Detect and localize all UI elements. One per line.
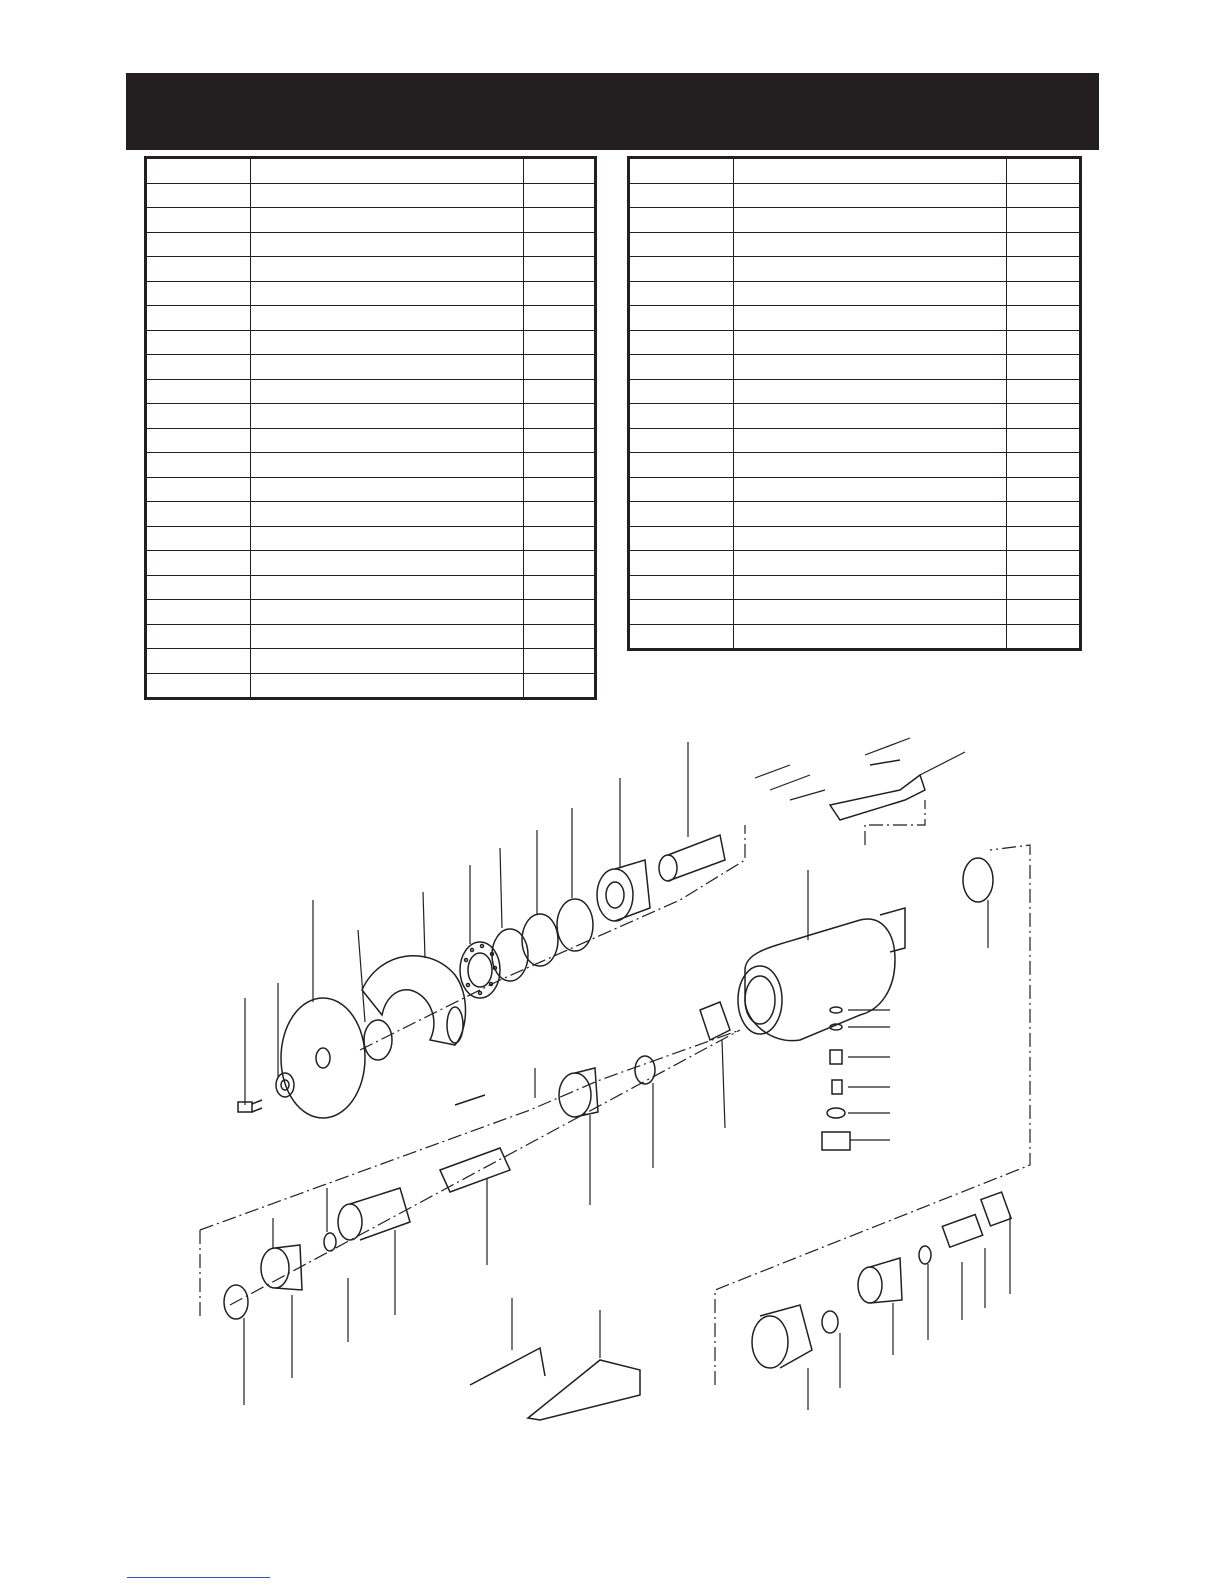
right-table-cell xyxy=(629,257,734,282)
left-table-row xyxy=(146,379,596,404)
exhaust-cover-part xyxy=(752,1305,812,1368)
right-table-row xyxy=(629,355,1081,380)
left-table-cell xyxy=(146,477,251,502)
left-table-cell xyxy=(146,257,251,282)
left-table-cell xyxy=(251,355,524,380)
air-inlet-part xyxy=(942,1192,1011,1247)
shim-part-3 xyxy=(557,899,593,951)
rotor-part xyxy=(440,1095,510,1192)
right-table-cell xyxy=(734,575,1007,600)
left-table-cell xyxy=(146,158,251,184)
left-table-cell xyxy=(251,379,524,404)
left-table-cell xyxy=(524,158,596,184)
left-table-cell xyxy=(524,575,596,600)
right-table-cell xyxy=(1007,379,1081,404)
left-table-cell xyxy=(251,551,524,576)
left-table-cell xyxy=(146,551,251,576)
left-table-cell xyxy=(251,257,524,282)
right-table-cell xyxy=(1007,502,1081,527)
left-table-row xyxy=(146,306,596,331)
right-table-cell xyxy=(734,428,1007,453)
right-table-row xyxy=(629,281,1081,306)
spindle-part xyxy=(659,835,725,881)
left-table-cell xyxy=(524,453,596,478)
left-table-cell xyxy=(251,404,524,429)
left-table-row xyxy=(146,330,596,355)
left-table-cell xyxy=(524,624,596,649)
right-table-row xyxy=(629,477,1081,502)
right-table-cell xyxy=(1007,330,1081,355)
left-table-cell xyxy=(251,526,524,551)
left-table-cell xyxy=(146,330,251,355)
left-table-cell xyxy=(146,232,251,257)
left-table-cell xyxy=(251,624,524,649)
left-table-row xyxy=(146,257,596,282)
left-table-cell xyxy=(146,502,251,527)
right-table-row xyxy=(629,575,1081,600)
right-table-cell xyxy=(629,453,734,478)
shim-part-2 xyxy=(522,914,558,966)
left-table-cell xyxy=(524,551,596,576)
assembly-lines xyxy=(200,800,1030,1385)
wheel-guard-part xyxy=(362,956,466,1045)
right-table-cell xyxy=(629,428,734,453)
right-table-cell xyxy=(734,453,1007,478)
right-table-cell xyxy=(629,232,734,257)
right-table-row xyxy=(629,158,1081,184)
left-table-row xyxy=(146,453,596,478)
left-table-cell xyxy=(251,477,524,502)
right-table-cell xyxy=(629,330,734,355)
right-table-cell xyxy=(734,158,1007,184)
left-table-cell xyxy=(146,404,251,429)
left-table-cell xyxy=(146,575,251,600)
left-table-cell xyxy=(524,208,596,233)
spanner-part xyxy=(528,1360,640,1420)
hex-key-part xyxy=(470,1348,545,1385)
left-table-cell xyxy=(524,257,596,282)
right-table-cell xyxy=(734,526,1007,551)
left-table-cell xyxy=(524,330,596,355)
left-table-row xyxy=(146,526,596,551)
trigger-lever-part xyxy=(830,760,925,820)
left-table-cell xyxy=(524,232,596,257)
left-table-row xyxy=(146,404,596,429)
exhaust-deflector-part xyxy=(858,1258,902,1303)
right-table-row xyxy=(629,379,1081,404)
left-table-cell xyxy=(524,379,596,404)
right-table-cell xyxy=(1007,551,1081,576)
right-table-cell xyxy=(1007,477,1081,502)
right-table-cell xyxy=(629,281,734,306)
left-table-row xyxy=(146,232,596,257)
right-table-cell xyxy=(1007,257,1081,282)
left-table-cell xyxy=(524,306,596,331)
right-table-cell xyxy=(734,404,1007,429)
left-table-cell xyxy=(146,673,251,699)
right-table-cell xyxy=(1007,183,1081,208)
bearing-plate-part xyxy=(261,1245,302,1290)
left-table-cell xyxy=(524,281,596,306)
left-table-cell xyxy=(524,502,596,527)
right-table-row xyxy=(629,428,1081,453)
right-table-cell xyxy=(1007,355,1081,380)
right-table-cell xyxy=(734,330,1007,355)
right-table-cell xyxy=(734,306,1007,331)
left-table-cell xyxy=(146,379,251,404)
right-table-cell xyxy=(629,575,734,600)
left-table-row xyxy=(146,600,596,625)
left-table-cell xyxy=(251,649,524,674)
left-table-cell xyxy=(251,281,524,306)
left-table-cell xyxy=(146,624,251,649)
right-table-cell xyxy=(1007,526,1081,551)
left-table-row xyxy=(146,551,596,576)
left-table-cell xyxy=(524,477,596,502)
header-bar xyxy=(126,73,1099,150)
motor-housing-part xyxy=(738,908,905,1041)
right-table-row xyxy=(629,306,1081,331)
right-table-cell xyxy=(734,355,1007,380)
right-table-cell xyxy=(734,600,1007,625)
right-table-cell xyxy=(629,502,734,527)
right-table-cell xyxy=(734,183,1007,208)
left-table-cell xyxy=(251,306,524,331)
left-table-cell xyxy=(251,575,524,600)
right-table-cell xyxy=(629,526,734,551)
left-table-cell xyxy=(524,673,596,699)
right-table-row xyxy=(629,404,1081,429)
right-table-cell xyxy=(629,379,734,404)
left-table-cell xyxy=(146,428,251,453)
left-table-cell xyxy=(524,404,596,429)
left-table-row xyxy=(146,281,596,306)
right-table-cell xyxy=(629,624,734,650)
right-table-row xyxy=(629,330,1081,355)
right-table-row xyxy=(629,183,1081,208)
right-table-row xyxy=(629,624,1081,650)
left-table-cell xyxy=(146,183,251,208)
left-table-cell xyxy=(251,453,524,478)
right-table-cell xyxy=(629,183,734,208)
right-table-cell xyxy=(734,281,1007,306)
left-table-cell xyxy=(146,208,251,233)
right-table-cell xyxy=(734,502,1007,527)
right-table-cell xyxy=(1007,232,1081,257)
right-table-row xyxy=(629,526,1081,551)
left-table-cell xyxy=(251,428,524,453)
right-table-cell xyxy=(1007,453,1081,478)
left-table-row xyxy=(146,673,596,699)
small-ring-part xyxy=(324,1233,336,1251)
left-table-cell xyxy=(524,600,596,625)
right-table-cell xyxy=(1007,624,1081,650)
left-table-row xyxy=(146,575,596,600)
left-table-cell xyxy=(524,649,596,674)
snap-ring-part xyxy=(364,1020,392,1060)
parts-table-left xyxy=(144,156,597,700)
left-table-cell xyxy=(146,600,251,625)
right-table-row xyxy=(629,232,1081,257)
inlet-o-ring-part xyxy=(919,1246,931,1264)
right-table-cell xyxy=(734,232,1007,257)
left-table-row xyxy=(146,183,596,208)
right-table-cell xyxy=(629,404,734,429)
right-table-cell xyxy=(629,477,734,502)
left-table-row xyxy=(146,158,596,184)
right-table-row xyxy=(629,551,1081,576)
left-table-cell xyxy=(524,526,596,551)
left-table-cell xyxy=(524,355,596,380)
right-table-row xyxy=(629,600,1081,625)
right-table-cell xyxy=(1007,281,1081,306)
gasket-part xyxy=(460,942,500,998)
right-table-row xyxy=(629,453,1081,478)
left-table-cell xyxy=(524,428,596,453)
left-table-cell xyxy=(251,502,524,527)
right-table-cell xyxy=(734,551,1007,576)
left-table-row xyxy=(146,477,596,502)
bearing-housing-part xyxy=(597,860,650,921)
left-table-cell xyxy=(251,183,524,208)
left-table-cell xyxy=(251,232,524,257)
end-plate-part xyxy=(700,1002,730,1040)
bolt-part xyxy=(238,1100,262,1112)
o-ring-part xyxy=(963,858,993,902)
left-table-row xyxy=(146,502,596,527)
right-table-cell xyxy=(629,355,734,380)
right-table-cell xyxy=(734,379,1007,404)
left-table-cell xyxy=(251,330,524,355)
right-table-cell xyxy=(1007,208,1081,233)
right-table-row xyxy=(629,208,1081,233)
left-table-cell xyxy=(251,600,524,625)
right-table-cell xyxy=(629,551,734,576)
right-table-cell xyxy=(629,306,734,331)
right-table-cell xyxy=(734,257,1007,282)
right-table-cell xyxy=(1007,306,1081,331)
left-table-cell xyxy=(146,526,251,551)
right-table-row xyxy=(629,502,1081,527)
right-table-cell xyxy=(629,208,734,233)
left-table-row xyxy=(146,428,596,453)
right-table-row xyxy=(629,257,1081,282)
right-table-cell xyxy=(629,158,734,184)
exhaust-o-ring-part xyxy=(822,1311,838,1333)
right-table-cell xyxy=(734,477,1007,502)
cutting-disc-part xyxy=(281,998,365,1118)
right-table-cell xyxy=(1007,575,1081,600)
left-table-cell xyxy=(146,649,251,674)
right-table-cell xyxy=(629,600,734,625)
left-table-cell xyxy=(251,158,524,184)
leader-lines xyxy=(244,738,1010,1410)
right-table-cell xyxy=(1007,404,1081,429)
right-table-cell xyxy=(734,624,1007,650)
left-table-row xyxy=(146,355,596,380)
left-table-row xyxy=(146,624,596,649)
right-table-cell xyxy=(1007,428,1081,453)
left-table-cell xyxy=(524,183,596,208)
right-table-cell xyxy=(1007,158,1081,184)
left-table-cell xyxy=(146,355,251,380)
bearing-part xyxy=(635,1056,655,1084)
left-table-cell xyxy=(146,281,251,306)
exploded-parts-diagram xyxy=(0,730,1225,1430)
footer-link[interactable] xyxy=(127,1577,270,1578)
left-table-row xyxy=(146,208,596,233)
left-table-cell xyxy=(251,673,524,699)
left-table-cell xyxy=(251,208,524,233)
left-table-cell xyxy=(146,453,251,478)
left-table-cell xyxy=(146,306,251,331)
left-table-row xyxy=(146,649,596,674)
right-table-cell xyxy=(734,208,1007,233)
parts-table-right xyxy=(627,156,1082,651)
right-table-cell xyxy=(1007,600,1081,625)
